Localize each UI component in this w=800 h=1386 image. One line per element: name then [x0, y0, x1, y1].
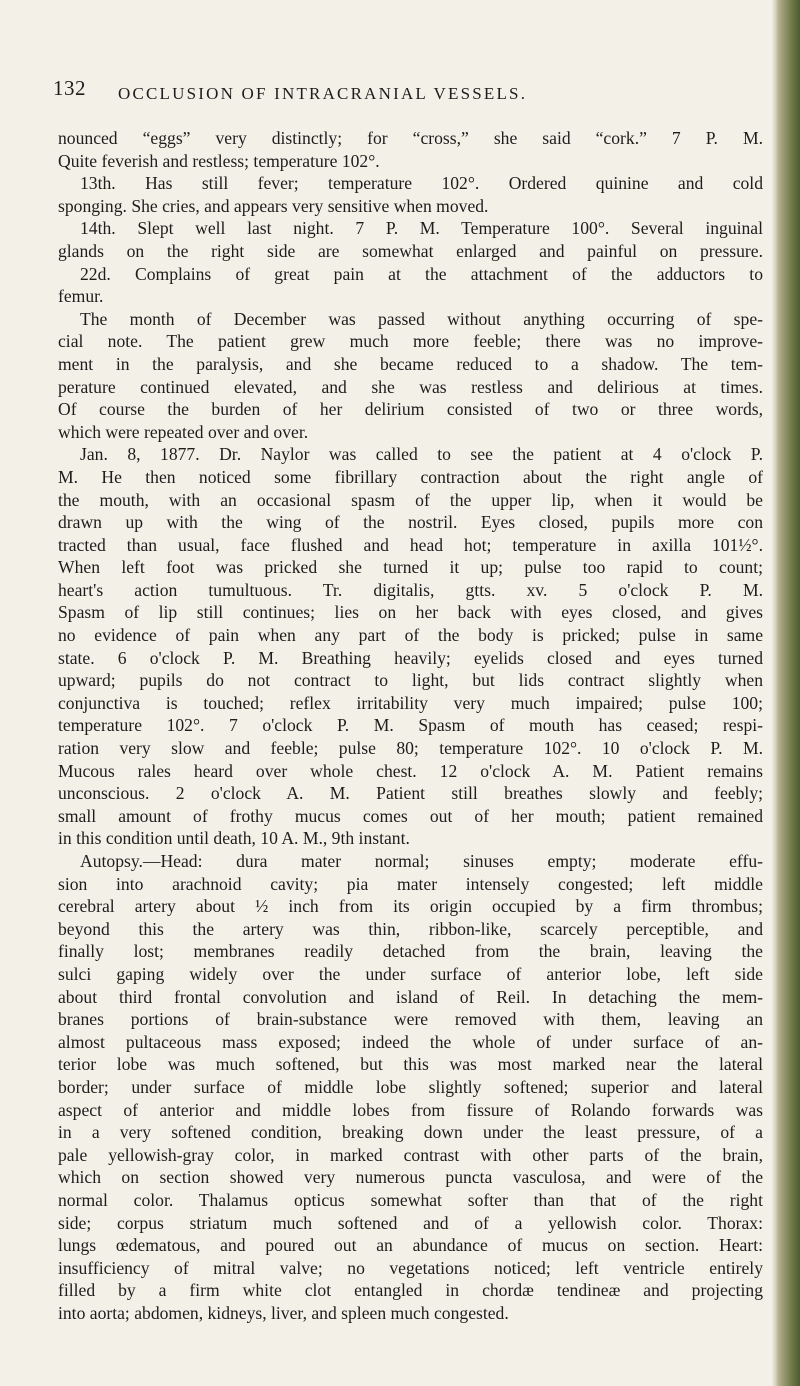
- text-line: sulci gaping widely over the under surface of anterior lobe, left side: [58, 963, 763, 984]
- text-line: M. He then noticed some fibrillary contraction about the right angle of: [58, 466, 763, 487]
- text-line: border; under surface of middle lobe slightly softened; superior and lateral: [58, 1076, 763, 1097]
- text-line: sion into arachnoid cavity; pia mater intensely congested; left middle: [58, 873, 763, 894]
- text-line: ration very slow and feeble; pulse 80; temperature 102°. 10 o'clock P. M.: [58, 738, 763, 759]
- text-line: the mouth, with an occasional spasm of the upper lip, when it would be: [58, 489, 763, 510]
- text-line: in this condition until death, 10 A. M., 9th instant.: [58, 828, 410, 849]
- text-line: lungs œdematous, and poured out an abundance of mucus on section. Heart:: [58, 1235, 763, 1256]
- text-line: nounced “eggs” very distinctly; for “cross,” she said “cork.” 7 P. M.: [58, 128, 763, 148]
- text-line: temperature 102°. 7 o'clock P. M. Spasm of mouth has ceased; respi-: [58, 715, 763, 736]
- text-line: unconscious. 2 o'clock A. M. Patient still breathes slowly and feebly;: [58, 783, 763, 804]
- text-line: in a very softened condition, breaking down under the least pressure, of a: [58, 1122, 763, 1143]
- text-line: 14th. Slept well last night. 7 P. M. Temperature 100°. Several inguinal: [80, 218, 763, 239]
- text-line: which on section showed very numerous puncta vasculosa, and were of the: [58, 1167, 763, 1188]
- text-line: Mucous rales heard over whole chest. 12 o'clock A. M. Patient remains: [58, 760, 763, 781]
- text-line: Autopsy.—Head: dura mater normal; sinuses empty; moderate effu-: [80, 851, 763, 871]
- text-line: finally lost; membranes readily detached from the brain, leaving the: [58, 941, 763, 962]
- text-line: 13th. Has still fever; temperature 102°. Ordered quinine and cold: [80, 173, 763, 194]
- text-line: terior lobe was much softened, but this was most marked near the lateral: [58, 1054, 763, 1075]
- text-line: cerebral artery about ½ inch from its origin occupied by a firm thrombus;: [58, 896, 763, 917]
- text-line: state. 6 o'clock P. M. Breathing heavily; eyelids closed and eyes turned: [58, 647, 763, 668]
- text-line: about third frontal convolution and island of Reil. In detaching the mem-: [58, 986, 763, 1007]
- text-line: beyond this the artery was thin, ribbon-like, scarcely perceptible, and: [58, 918, 763, 939]
- text-line: ment in the paralysis, and she became reduced to a shadow. The tem-: [58, 353, 763, 374]
- text-line: Spasm of lip still continues; lies on her back with eyes closed, and gives: [58, 602, 763, 623]
- text-line: The month of December was passed without anything occurring of spe-: [80, 308, 763, 329]
- text-line: almost pultaceous mass exposed; indeed the whole of under surface of an-: [58, 1031, 763, 1052]
- text-line: cial note. The patient grew much more feeble; there was no improve-: [58, 331, 763, 352]
- text-line: Quite feverish and restless; temperature 102°.: [58, 150, 380, 171]
- text-line: branes portions of brain-substance were removed with them, leaving an: [58, 1009, 763, 1030]
- text-line: pale yellowish-gray color, in marked contrast with other parts of the brain,: [58, 1144, 763, 1165]
- text-line: perature continued elevated, and she was restless and delirious at times.: [58, 376, 763, 397]
- text-line: normal color. Thalamus opticus somewhat softer than that of the right: [58, 1189, 763, 1210]
- text-line: heart's action tumultuous. Tr. digitalis, gtts. xv. 5 o'clock P. M.: [58, 579, 763, 600]
- text-line: upward; pupils do not contract to light, but lids contract slightly when: [58, 670, 763, 691]
- text-line: Of course the burden of her delirium consisted of two or three words,: [58, 399, 763, 420]
- body-text: [58, 127, 763, 1324]
- text-line: conjunctiva is touched; reflex irritability very much impaired; pulse 100;: [58, 692, 763, 713]
- text-line: insufficiency of mitral valve; no vegetations noticed; left ventricle entirely: [58, 1257, 763, 1278]
- text-line: drawn up with the wing of the nostril. Eyes closed, pupils more con: [58, 512, 763, 533]
- text-line: which were repeated over and over.: [58, 421, 309, 442]
- text-line: no evidence of pain when any part of the body is pricked; pulse in same: [58, 625, 763, 646]
- text-line: glands on the right side are somewhat enlarged and painful on pressure.: [58, 240, 763, 261]
- text-line: Jan. 8, 1877. Dr. Naylor was called to see the patient at 4 o'clock P.: [80, 444, 763, 465]
- text-line: When left foot was pricked she turned it up; pulse too rapid to count;: [58, 557, 763, 578]
- text-line: small amount of frothy mucus comes out of her mouth; patient remained: [58, 805, 763, 826]
- text-line: into aorta; abdomen, kidneys, liver, and spleen much congested.: [58, 1302, 509, 1323]
- text-line: aspect of anterior and middle lobes from fissure of Rolando forwards was: [58, 1099, 763, 1120]
- text-line: femur.: [58, 286, 104, 307]
- page-edge-binding: [772, 0, 800, 1386]
- text-line: 22d. Complains of great pain at the attachment of the adductors to: [80, 263, 763, 284]
- text-line: side; corpus striatum much softened and of a yellowish color. Thorax:: [58, 1212, 763, 1233]
- text-line: sponging. She cries, and appears very sensitive when moved.: [58, 195, 489, 216]
- text-line: filled by a firm white clot entangled in chordæ tendineæ and projecting: [58, 1280, 763, 1301]
- text-line: tracted than usual, face flushed and head hot; temperature in axilla 101½°.: [58, 534, 763, 555]
- running-head: OCCLUSION OF INTRACRANIAL VESSELS.: [118, 84, 528, 103]
- page-number: 132: [53, 76, 86, 100]
